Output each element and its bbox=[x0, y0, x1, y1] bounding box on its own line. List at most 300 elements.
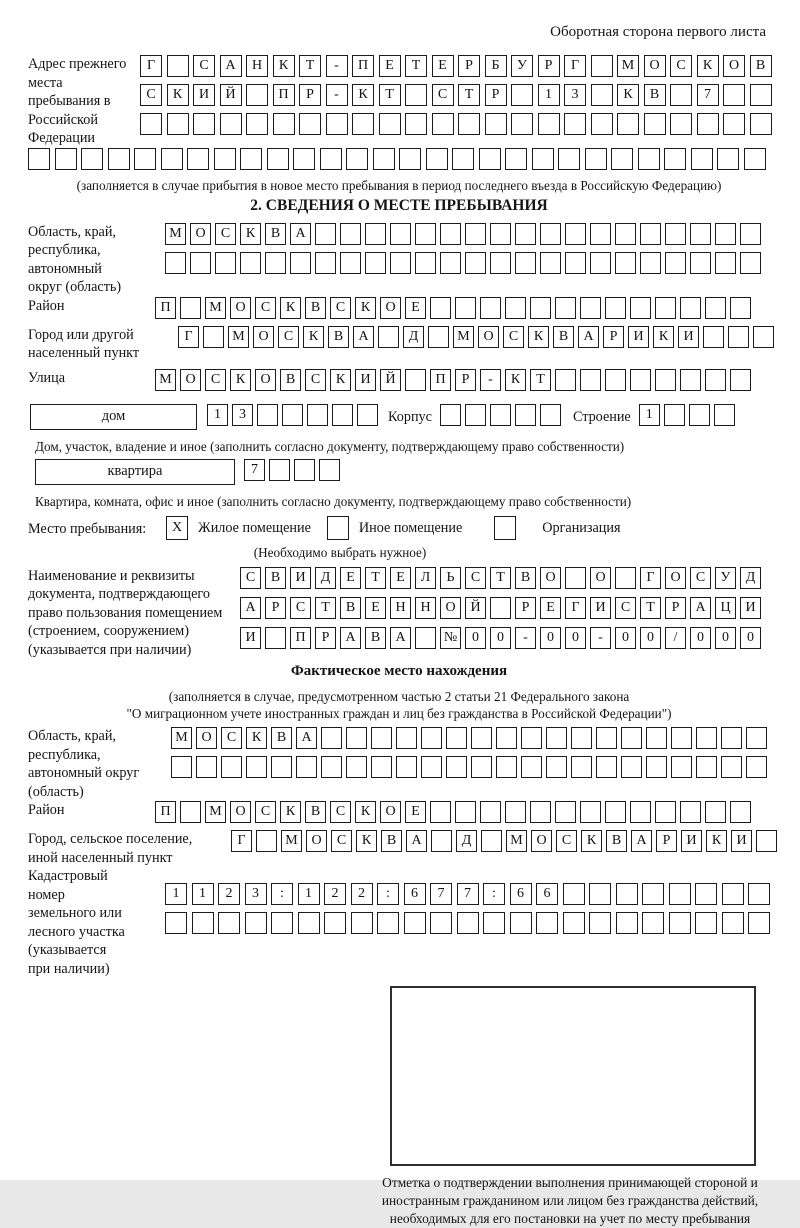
char-cell[interactable]: : bbox=[271, 883, 293, 905]
char-cell[interactable]: С bbox=[330, 801, 351, 823]
char-cell[interactable]: 1 bbox=[207, 404, 228, 426]
char-cell[interactable] bbox=[521, 727, 542, 749]
char-cell[interactable]: Г bbox=[231, 830, 252, 852]
char-cell[interactable] bbox=[728, 326, 749, 348]
char-cell[interactable] bbox=[591, 84, 613, 106]
char-cell[interactable]: В bbox=[515, 567, 536, 589]
char-cell[interactable]: 7 bbox=[457, 883, 479, 905]
char-cell[interactable]: С bbox=[255, 297, 276, 319]
char-cell[interactable] bbox=[167, 113, 189, 135]
char-cell[interactable] bbox=[590, 252, 611, 274]
char-cell[interactable] bbox=[365, 223, 386, 245]
char-cell[interactable]: В bbox=[305, 297, 326, 319]
char-cell[interactable] bbox=[299, 113, 321, 135]
char-cell[interactable]: 7 bbox=[430, 883, 452, 905]
char-cell[interactable] bbox=[617, 113, 639, 135]
char-cell[interactable]: 0 bbox=[540, 627, 561, 649]
char-cell[interactable] bbox=[180, 297, 201, 319]
char-cell[interactable] bbox=[564, 113, 586, 135]
char-cell[interactable] bbox=[665, 252, 686, 274]
char-cell[interactable]: О bbox=[230, 801, 251, 823]
char-cell[interactable] bbox=[214, 148, 236, 170]
char-cell[interactable] bbox=[485, 113, 507, 135]
char-cell[interactable] bbox=[390, 223, 411, 245]
char-cell[interactable] bbox=[664, 148, 686, 170]
char-cell[interactable] bbox=[332, 404, 353, 426]
char-cell[interactable] bbox=[722, 912, 744, 934]
char-cell[interactable] bbox=[671, 727, 692, 749]
char-cell[interactable] bbox=[697, 113, 719, 135]
char-cell[interactable]: С bbox=[465, 567, 486, 589]
char-cell[interactable]: Г bbox=[140, 55, 162, 77]
char-cell[interactable] bbox=[431, 830, 452, 852]
char-cell[interactable] bbox=[715, 252, 736, 274]
char-cell[interactable]: Г bbox=[564, 55, 586, 77]
char-cell[interactable] bbox=[480, 801, 501, 823]
char-cell[interactable] bbox=[218, 912, 240, 934]
char-cell[interactable]: Е bbox=[379, 55, 401, 77]
char-cell[interactable] bbox=[580, 369, 601, 391]
char-cell[interactable] bbox=[471, 727, 492, 749]
char-cell[interactable] bbox=[744, 148, 766, 170]
char-cell[interactable]: К bbox=[167, 84, 189, 106]
char-cell[interactable]: / bbox=[665, 627, 686, 649]
char-cell[interactable]: Р bbox=[485, 84, 507, 106]
char-cell[interactable] bbox=[321, 756, 342, 778]
char-cell[interactable] bbox=[690, 252, 711, 274]
char-cell[interactable] bbox=[515, 223, 536, 245]
char-cell[interactable]: 0 bbox=[690, 627, 711, 649]
char-cell[interactable] bbox=[28, 148, 50, 170]
char-cell[interactable] bbox=[430, 297, 451, 319]
char-cell[interactable]: О bbox=[253, 326, 274, 348]
char-cell[interactable] bbox=[282, 404, 303, 426]
char-cell[interactable]: У bbox=[715, 567, 736, 589]
char-cell[interactable]: С bbox=[221, 727, 242, 749]
char-cell[interactable]: П bbox=[155, 297, 176, 319]
char-cell[interactable]: П bbox=[352, 55, 374, 77]
char-cell[interactable] bbox=[510, 912, 532, 934]
char-cell[interactable] bbox=[616, 883, 638, 905]
char-cell[interactable] bbox=[273, 113, 295, 135]
char-cell[interactable]: 0 bbox=[740, 627, 761, 649]
char-cell[interactable] bbox=[555, 801, 576, 823]
char-cell[interactable]: Е bbox=[405, 801, 426, 823]
char-cell[interactable] bbox=[730, 297, 751, 319]
char-cell[interactable] bbox=[324, 912, 346, 934]
char-cell[interactable] bbox=[269, 459, 290, 481]
char-cell[interactable] bbox=[446, 756, 467, 778]
checkbox-organization[interactable] bbox=[494, 516, 516, 540]
char-cell[interactable]: К bbox=[240, 223, 261, 245]
char-cell[interactable] bbox=[665, 223, 686, 245]
char-cell[interactable]: О bbox=[723, 55, 745, 77]
char-cell[interactable] bbox=[346, 148, 368, 170]
char-cell[interactable]: Е bbox=[340, 567, 361, 589]
char-cell[interactable]: Н bbox=[390, 597, 411, 619]
char-cell[interactable] bbox=[511, 84, 533, 106]
char-cell[interactable] bbox=[605, 801, 626, 823]
char-cell[interactable]: О bbox=[306, 830, 327, 852]
char-cell[interactable]: А bbox=[240, 597, 261, 619]
char-cell[interactable] bbox=[530, 801, 551, 823]
char-cell[interactable] bbox=[721, 727, 742, 749]
char-cell[interactable] bbox=[496, 756, 517, 778]
char-cell[interactable] bbox=[615, 567, 636, 589]
char-cell[interactable]: К bbox=[352, 84, 374, 106]
char-cell[interactable]: 1 bbox=[639, 404, 660, 426]
char-cell[interactable] bbox=[479, 148, 501, 170]
char-cell[interactable]: 6 bbox=[404, 883, 426, 905]
char-cell[interactable] bbox=[540, 404, 561, 426]
char-cell[interactable]: Н bbox=[415, 597, 436, 619]
char-cell[interactable] bbox=[220, 113, 242, 135]
char-cell[interactable] bbox=[432, 113, 454, 135]
char-cell[interactable]: В bbox=[553, 326, 574, 348]
char-cell[interactable] bbox=[446, 727, 467, 749]
char-cell[interactable] bbox=[371, 727, 392, 749]
char-cell[interactable] bbox=[267, 148, 289, 170]
char-cell[interactable] bbox=[621, 727, 642, 749]
char-cell[interactable] bbox=[540, 252, 561, 274]
char-cell[interactable]: : bbox=[483, 883, 505, 905]
char-cell[interactable] bbox=[319, 459, 340, 481]
char-cell[interactable]: 0 bbox=[640, 627, 661, 649]
char-cell[interactable] bbox=[571, 756, 592, 778]
char-cell[interactable]: О bbox=[590, 567, 611, 589]
char-cell[interactable] bbox=[532, 148, 554, 170]
char-cell[interactable]: Ц bbox=[715, 597, 736, 619]
char-cell[interactable]: Т bbox=[379, 84, 401, 106]
checkbox-other-premises[interactable] bbox=[327, 516, 349, 540]
char-cell[interactable] bbox=[290, 252, 311, 274]
char-cell[interactable]: О bbox=[478, 326, 499, 348]
char-cell[interactable] bbox=[705, 369, 726, 391]
char-cell[interactable]: М bbox=[617, 55, 639, 77]
char-cell[interactable]: № bbox=[440, 627, 461, 649]
char-cell[interactable]: А bbox=[353, 326, 374, 348]
char-cell[interactable]: С bbox=[670, 55, 692, 77]
char-cell[interactable] bbox=[404, 912, 426, 934]
char-cell[interactable]: А bbox=[340, 627, 361, 649]
char-cell[interactable] bbox=[321, 727, 342, 749]
char-cell[interactable] bbox=[521, 756, 542, 778]
char-cell[interactable] bbox=[140, 113, 162, 135]
char-cell[interactable]: В bbox=[305, 801, 326, 823]
char-cell[interactable] bbox=[671, 756, 692, 778]
char-cell[interactable]: К bbox=[528, 326, 549, 348]
char-cell[interactable] bbox=[630, 369, 651, 391]
char-cell[interactable]: С bbox=[690, 567, 711, 589]
char-cell[interactable] bbox=[695, 912, 717, 934]
char-cell[interactable] bbox=[540, 223, 561, 245]
char-cell[interactable] bbox=[271, 912, 293, 934]
char-cell[interactable]: Т bbox=[458, 84, 480, 106]
char-cell[interactable] bbox=[748, 883, 770, 905]
char-cell[interactable]: К bbox=[273, 55, 295, 77]
char-cell[interactable]: И bbox=[740, 597, 761, 619]
char-cell[interactable]: П bbox=[155, 801, 176, 823]
char-cell[interactable]: С bbox=[615, 597, 636, 619]
char-cell[interactable]: Т bbox=[640, 597, 661, 619]
char-cell[interactable]: М bbox=[506, 830, 527, 852]
char-cell[interactable]: Т bbox=[490, 567, 511, 589]
char-cell[interactable] bbox=[536, 912, 558, 934]
char-cell[interactable] bbox=[165, 912, 187, 934]
char-cell[interactable]: О bbox=[665, 567, 686, 589]
char-cell[interactable]: Й bbox=[220, 84, 242, 106]
char-cell[interactable] bbox=[296, 756, 317, 778]
char-cell[interactable] bbox=[571, 727, 592, 749]
char-cell[interactable] bbox=[415, 627, 436, 649]
char-cell[interactable]: 1 bbox=[538, 84, 560, 106]
char-cell[interactable] bbox=[298, 912, 320, 934]
char-cell[interactable] bbox=[246, 756, 267, 778]
char-cell[interactable]: М bbox=[453, 326, 474, 348]
char-cell[interactable]: Й bbox=[380, 369, 401, 391]
char-cell[interactable] bbox=[426, 148, 448, 170]
char-cell[interactable] bbox=[670, 113, 692, 135]
char-cell[interactable]: 0 bbox=[715, 627, 736, 649]
char-cell[interactable]: К bbox=[230, 369, 251, 391]
char-cell[interactable] bbox=[689, 404, 710, 426]
char-cell[interactable]: В bbox=[340, 597, 361, 619]
char-cell[interactable]: И bbox=[681, 830, 702, 852]
char-cell[interactable]: В bbox=[265, 223, 286, 245]
char-cell[interactable] bbox=[644, 113, 666, 135]
char-cell[interactable]: Г bbox=[640, 567, 661, 589]
char-cell[interactable]: С bbox=[140, 84, 162, 106]
char-cell[interactable]: С bbox=[432, 84, 454, 106]
char-cell[interactable] bbox=[538, 113, 560, 135]
char-cell[interactable] bbox=[646, 756, 667, 778]
char-cell[interactable] bbox=[405, 369, 426, 391]
char-cell[interactable] bbox=[167, 55, 189, 77]
char-cell[interactable]: С bbox=[330, 297, 351, 319]
char-cell[interactable] bbox=[616, 912, 638, 934]
char-cell[interactable]: А bbox=[406, 830, 427, 852]
char-cell[interactable]: 3 bbox=[564, 84, 586, 106]
char-cell[interactable] bbox=[646, 727, 667, 749]
char-cell[interactable]: Р bbox=[299, 84, 321, 106]
char-cell[interactable] bbox=[246, 113, 268, 135]
char-cell[interactable] bbox=[490, 597, 511, 619]
char-cell[interactable]: 0 bbox=[465, 627, 486, 649]
char-cell[interactable] bbox=[351, 912, 373, 934]
char-cell[interactable] bbox=[357, 404, 378, 426]
char-cell[interactable] bbox=[642, 883, 664, 905]
char-cell[interactable] bbox=[340, 252, 361, 274]
char-cell[interactable]: М bbox=[155, 369, 176, 391]
char-cell[interactable]: : bbox=[377, 883, 399, 905]
char-cell[interactable]: 7 bbox=[697, 84, 719, 106]
char-cell[interactable]: А bbox=[631, 830, 652, 852]
char-cell[interactable] bbox=[723, 113, 745, 135]
char-cell[interactable] bbox=[465, 252, 486, 274]
char-cell[interactable] bbox=[753, 326, 774, 348]
char-cell[interactable] bbox=[371, 756, 392, 778]
char-cell[interactable] bbox=[346, 727, 367, 749]
char-cell[interactable] bbox=[696, 756, 717, 778]
char-cell[interactable]: Р bbox=[455, 369, 476, 391]
char-cell[interactable] bbox=[161, 148, 183, 170]
char-cell[interactable] bbox=[621, 756, 642, 778]
char-cell[interactable] bbox=[558, 148, 580, 170]
char-cell[interactable]: А bbox=[290, 223, 311, 245]
char-cell[interactable] bbox=[307, 404, 328, 426]
char-cell[interactable]: К bbox=[246, 727, 267, 749]
char-cell[interactable]: - bbox=[326, 84, 348, 106]
char-cell[interactable]: И bbox=[678, 326, 699, 348]
char-cell[interactable]: К bbox=[356, 830, 377, 852]
char-cell[interactable] bbox=[240, 252, 261, 274]
char-cell[interactable]: И bbox=[628, 326, 649, 348]
char-cell[interactable]: 2 bbox=[351, 883, 373, 905]
char-cell[interactable] bbox=[256, 830, 277, 852]
char-cell[interactable] bbox=[265, 252, 286, 274]
char-cell[interactable] bbox=[440, 252, 461, 274]
char-cell[interactable]: С bbox=[255, 801, 276, 823]
char-cell[interactable]: К bbox=[581, 830, 602, 852]
char-cell[interactable] bbox=[373, 148, 395, 170]
char-cell[interactable] bbox=[715, 223, 736, 245]
char-cell[interactable]: С bbox=[240, 567, 261, 589]
char-cell[interactable] bbox=[246, 84, 268, 106]
char-cell[interactable] bbox=[180, 801, 201, 823]
char-cell[interactable]: С bbox=[278, 326, 299, 348]
char-cell[interactable] bbox=[326, 113, 348, 135]
char-cell[interactable]: В bbox=[271, 727, 292, 749]
char-cell[interactable] bbox=[505, 297, 526, 319]
char-cell[interactable]: К bbox=[355, 297, 376, 319]
char-cell[interactable]: Е bbox=[405, 297, 426, 319]
char-cell[interactable]: Т bbox=[365, 567, 386, 589]
char-cell[interactable] bbox=[722, 883, 744, 905]
char-cell[interactable] bbox=[730, 801, 751, 823]
char-cell[interactable] bbox=[721, 756, 742, 778]
char-cell[interactable] bbox=[190, 252, 211, 274]
char-cell[interactable]: С bbox=[556, 830, 577, 852]
char-cell[interactable]: К bbox=[330, 369, 351, 391]
char-cell[interactable] bbox=[740, 223, 761, 245]
char-cell[interactable] bbox=[590, 223, 611, 245]
char-cell[interactable] bbox=[546, 727, 567, 749]
char-cell[interactable]: Р bbox=[656, 830, 677, 852]
char-cell[interactable] bbox=[421, 727, 442, 749]
char-cell[interactable]: О bbox=[196, 727, 217, 749]
char-cell[interactable]: У bbox=[511, 55, 533, 77]
char-cell[interactable]: Е bbox=[390, 567, 411, 589]
char-cell[interactable] bbox=[703, 326, 724, 348]
char-cell[interactable]: Р bbox=[538, 55, 560, 77]
char-cell[interactable] bbox=[192, 912, 214, 934]
char-cell[interactable]: О bbox=[440, 597, 461, 619]
char-cell[interactable] bbox=[580, 297, 601, 319]
char-cell[interactable] bbox=[746, 727, 767, 749]
char-cell[interactable] bbox=[455, 801, 476, 823]
char-cell[interactable] bbox=[750, 113, 772, 135]
char-cell[interactable]: С bbox=[290, 597, 311, 619]
char-cell[interactable] bbox=[714, 404, 735, 426]
char-cell[interactable]: М bbox=[165, 223, 186, 245]
char-cell[interactable]: О bbox=[531, 830, 552, 852]
char-cell[interactable] bbox=[193, 113, 215, 135]
char-cell[interactable]: И bbox=[193, 84, 215, 106]
char-cell[interactable] bbox=[294, 459, 315, 481]
char-cell[interactable]: К bbox=[653, 326, 674, 348]
char-cell[interactable]: Г bbox=[565, 597, 586, 619]
char-cell[interactable] bbox=[695, 883, 717, 905]
char-cell[interactable] bbox=[723, 84, 745, 106]
char-cell[interactable]: А bbox=[296, 727, 317, 749]
char-cell[interactable]: О bbox=[540, 567, 561, 589]
char-cell[interactable] bbox=[315, 252, 336, 274]
char-cell[interactable]: В bbox=[265, 567, 286, 589]
char-cell[interactable]: 2 bbox=[218, 883, 240, 905]
char-cell[interactable]: Т bbox=[530, 369, 551, 391]
char-cell[interactable]: М bbox=[281, 830, 302, 852]
char-cell[interactable] bbox=[365, 252, 386, 274]
char-cell[interactable] bbox=[746, 756, 767, 778]
char-cell[interactable] bbox=[405, 113, 427, 135]
char-cell[interactable] bbox=[511, 113, 533, 135]
char-cell[interactable] bbox=[717, 148, 739, 170]
char-cell[interactable] bbox=[669, 912, 691, 934]
char-cell[interactable]: Р bbox=[315, 627, 336, 649]
char-cell[interactable]: 0 bbox=[615, 627, 636, 649]
char-cell[interactable] bbox=[748, 912, 770, 934]
char-cell[interactable] bbox=[611, 148, 633, 170]
char-cell[interactable] bbox=[315, 223, 336, 245]
char-cell[interactable] bbox=[605, 297, 626, 319]
char-cell[interactable] bbox=[421, 756, 442, 778]
char-cell[interactable] bbox=[630, 297, 651, 319]
char-cell[interactable] bbox=[428, 326, 449, 348]
char-cell[interactable] bbox=[505, 801, 526, 823]
char-cell[interactable] bbox=[555, 297, 576, 319]
char-cell[interactable] bbox=[680, 297, 701, 319]
char-cell[interactable] bbox=[589, 912, 611, 934]
char-cell[interactable]: 6 bbox=[510, 883, 532, 905]
char-cell[interactable] bbox=[405, 84, 427, 106]
char-cell[interactable] bbox=[171, 756, 192, 778]
char-cell[interactable]: - bbox=[326, 55, 348, 77]
char-cell[interactable] bbox=[664, 404, 685, 426]
char-cell[interactable] bbox=[415, 252, 436, 274]
char-cell[interactable]: К bbox=[706, 830, 727, 852]
char-cell[interactable] bbox=[271, 756, 292, 778]
char-cell[interactable] bbox=[134, 148, 156, 170]
char-cell[interactable] bbox=[565, 567, 586, 589]
char-cell[interactable] bbox=[165, 252, 186, 274]
char-cell[interactable]: В bbox=[328, 326, 349, 348]
char-cell[interactable] bbox=[399, 148, 421, 170]
char-cell[interactable] bbox=[465, 404, 486, 426]
char-cell[interactable]: П bbox=[273, 84, 295, 106]
char-cell[interactable]: Д bbox=[403, 326, 424, 348]
char-cell[interactable] bbox=[415, 223, 436, 245]
char-cell[interactable] bbox=[471, 756, 492, 778]
char-cell[interactable] bbox=[457, 912, 479, 934]
char-cell[interactable] bbox=[605, 369, 626, 391]
char-cell[interactable]: Д bbox=[315, 567, 336, 589]
char-cell[interactable]: 1 bbox=[165, 883, 187, 905]
char-cell[interactable] bbox=[655, 801, 676, 823]
char-cell[interactable]: 3 bbox=[245, 883, 267, 905]
char-cell[interactable] bbox=[196, 756, 217, 778]
char-cell[interactable] bbox=[455, 297, 476, 319]
char-cell[interactable]: С bbox=[193, 55, 215, 77]
